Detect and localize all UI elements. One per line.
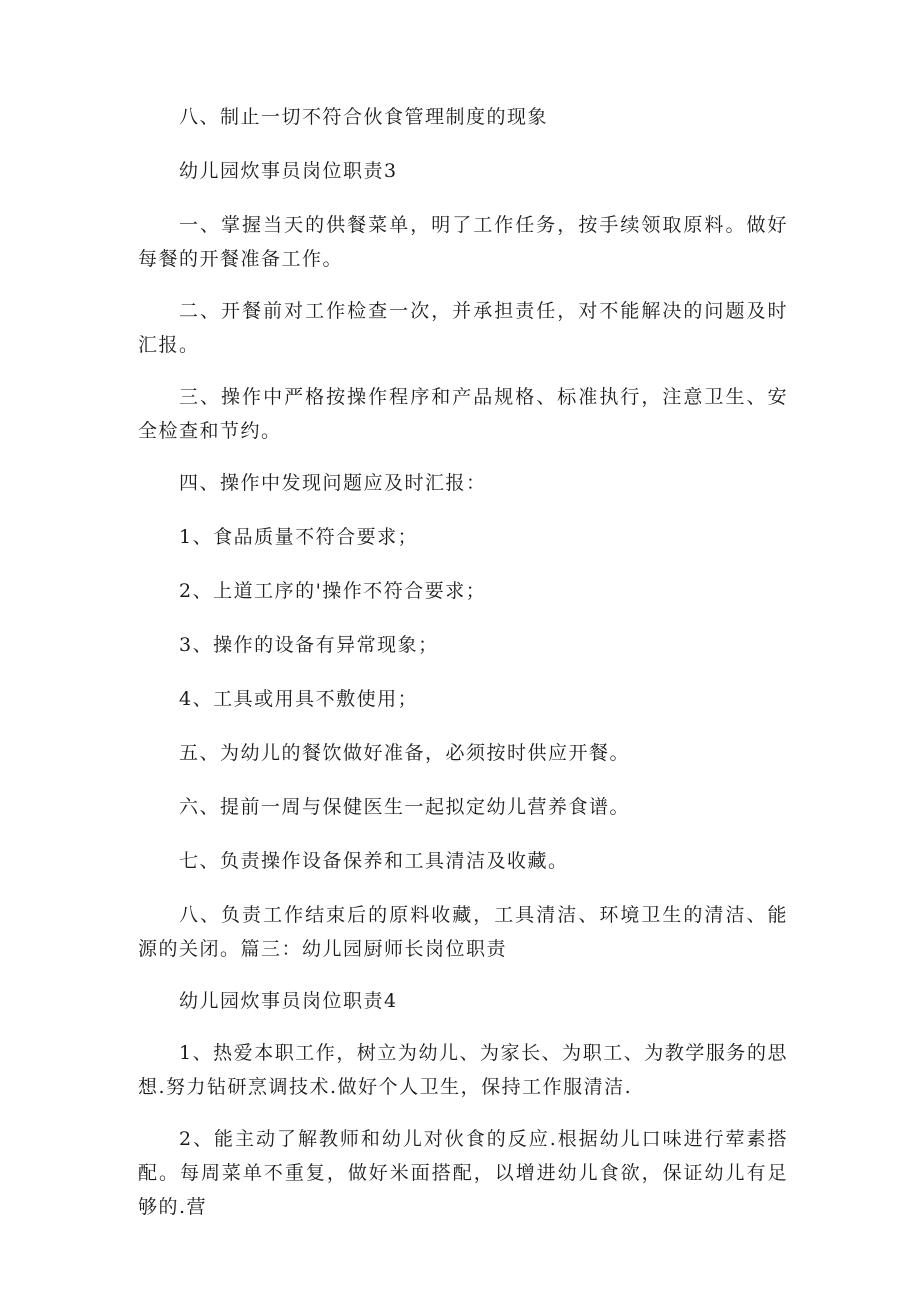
- list-item-2: 2、上道工序的'操作不符合要求；: [179, 580, 487, 602]
- paragraph-duty-1: 1、热爱本职工作，树立为幼儿、为家长、为职工、为教学服务的思想.努力钻研烹调技术.做好个人卫生，保持工作服清洁.: [138, 1042, 788, 1098]
- paragraph-item-7: 七、负责操作设备保养和工具清洁及收藏。: [179, 850, 569, 872]
- list-item-3: 3、操作的设备有异常现象；: [179, 634, 439, 656]
- list-item-4: 4、工具或用具不敷使用；: [179, 688, 419, 710]
- paragraph-duty-2: 2、能主动了解教师和幼儿对伙食的反应.根据幼儿口味进行荤素搭配。每周菜单不重复，做好米面搭配，以增进幼儿食欲，保证幼儿有足够的.营: [138, 1128, 788, 1218]
- document-body: [138, 100, 788, 1224]
- paragraph-item-4: 四、操作中发现问题应及时汇报：: [179, 472, 487, 494]
- paragraph-item-3: 三、操作中严格按操作程序和产品规格、标准执行，注意卫生、安全检查和节约。: [138, 386, 788, 442]
- section-heading-3: 幼儿园炊事员岗位职责3: [179, 160, 398, 182]
- paragraph-item-6: 六、提前一周与保健医生一起拟定幼儿营养食谱。: [179, 796, 631, 818]
- section-heading-4: 幼儿园炊事员岗位职责4: [179, 990, 398, 1012]
- paragraph-rule-8: 八、制止一切不符合伙食管理制度的现象: [179, 106, 549, 128]
- paragraph-item-2: 二、开餐前对工作检查一次，并承担责任，对不能解决的问题及时汇报。: [138, 300, 788, 356]
- paragraph-item-5: 五、为幼儿的餐饮做好准备，必须按时供应开餐。: [179, 742, 631, 764]
- paragraph-item-8: 八、负责工作结束后的原料收藏，工具清洁、环境卫生的清洁、能源的关闭。篇三：幼儿园厨师长岗位职责: [138, 904, 788, 960]
- paragraph-item-1: 一、掌握当天的供餐菜单，明了工作任务，按手续领取原料。做好每餐的开餐准备工作。: [138, 214, 788, 270]
- list-item-1: 1、食品质量不符合要求；: [179, 526, 419, 548]
